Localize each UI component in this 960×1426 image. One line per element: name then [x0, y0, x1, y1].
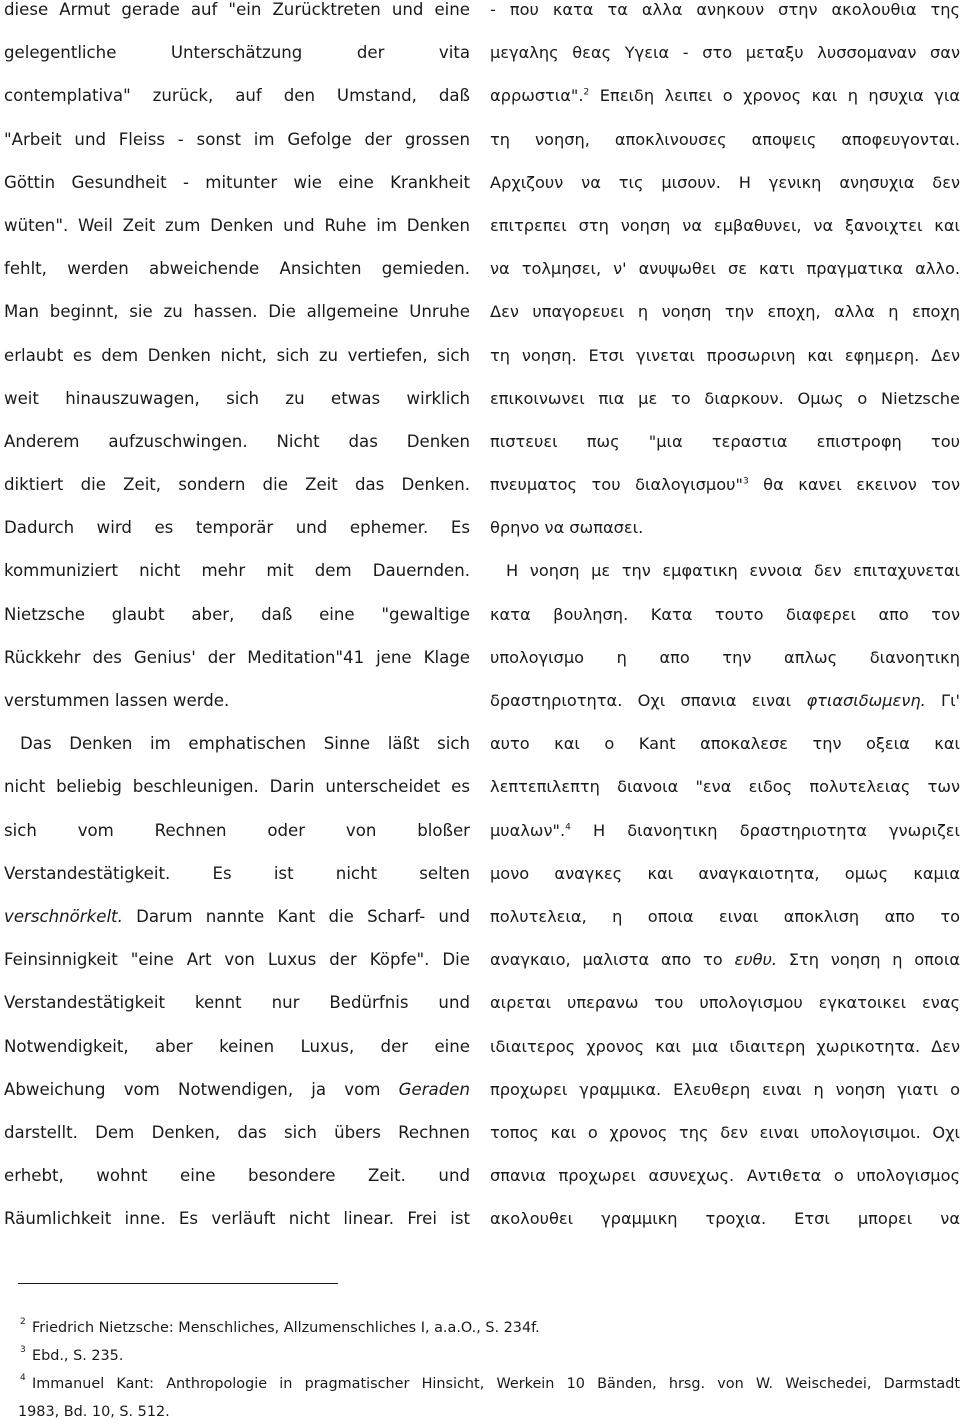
text-line — [490, 907, 960, 950]
text-line — [490, 734, 960, 777]
text-line — [490, 302, 960, 345]
text-line — [490, 1166, 960, 1209]
text-line — [4, 1037, 470, 1080]
line-text: Nietzsche glaubt aber, daß eine "gewaltige — [4, 604, 470, 624]
text-line — [4, 1080, 470, 1123]
text-line — [490, 691, 960, 734]
line-text: Man beginnt, sie zu hassen. Die allgemeine Unruhe — [4, 302, 470, 322]
line-text: πνευματος του διαλογισμου" — [490, 475, 743, 495]
line-text: Anderem aufzuschwingen. Nicht das Denken — [4, 431, 470, 451]
text-line — [490, 173, 960, 216]
footnote-text: Immanuel Kant: Anthropologie in pragmatischer Hinsicht, Werkein 10 Bänden, hrsg. von W. Weischedei, Darmstadt — [32, 1376, 960, 1392]
line-text: Επειδη λειπει ο χρονος και η ησυχια για — [589, 86, 960, 106]
line-text: "Arbeit und Fleiss - sonst im Gefolge der grossen — [4, 129, 470, 149]
line-text: μυαλων". — [490, 820, 566, 840]
footnote-4-continuation — [0, 1398, 960, 1426]
text-line — [4, 216, 470, 259]
footnote-text: Ebd., S. 235. — [32, 1348, 124, 1364]
line-text: darstellt. Dem Denken, das sich übers Rechnen — [4, 1122, 470, 1142]
footnote-number: 4 — [20, 1373, 26, 1383]
text-line — [4, 0, 470, 43]
line-text: λεπτεπιλεπτη διανοια "ενα ειδος πολυτελειας των — [490, 777, 960, 797]
text-line — [490, 518, 960, 561]
line-text: θρηνο να σωπασει. — [490, 518, 644, 538]
line-text: Abweichung vom Notwendigen, ja vom — [4, 1079, 399, 1099]
line-text: sich vom Rechnen oder von bloßer — [4, 820, 470, 840]
text-line — [4, 605, 470, 648]
text-line — [4, 691, 470, 734]
line-text: θα κανει εκεινον τον — [748, 475, 960, 495]
emphasis-text: ευθυ. — [734, 950, 777, 970]
text-line — [4, 1166, 470, 1209]
line-text: fehlt, werden abweichende Ansichten gemieden. — [4, 259, 470, 279]
text-line — [4, 993, 470, 1036]
line-text: ιδιαιτερος χρονος και μια ιδιαιτερη χωρικοτητα. Δεν — [490, 1036, 960, 1056]
footnote-2 — [0, 1314, 960, 1342]
text-line — [4, 648, 470, 691]
line-text: kommuniziert nicht mehr mit dem Dauernden. — [4, 561, 470, 581]
line-text: diese Armut gerade auf "ein Zurücktreten und eine — [4, 0, 470, 19]
text-line — [490, 346, 960, 389]
footnote-number: 2 — [20, 1317, 26, 1327]
line-text: Räumlichkeit inne. Es verläuft nicht linear. Frei ist — [4, 1209, 470, 1229]
footnote-text: 1983, Bd. 10, S. 512. — [18, 1404, 170, 1420]
text-line — [4, 777, 470, 820]
line-text: Γι' — [925, 691, 960, 710]
line-text: αυτο και ο Kant αποκαλεσε την οξεια και — [490, 734, 960, 754]
line-text: σπανια προχωρει ασυνεχως. Αντιθετα ο υπολογισμος — [490, 1166, 960, 1186]
text-line — [4, 130, 470, 173]
text-line — [490, 777, 960, 820]
line-text: Αρχιζουν να τις μισουν. Η γενικη ανησυχια δεν — [490, 172, 960, 192]
line-text: μονο αναγκες και αναγκαιοτητα, ομως καμια — [490, 863, 960, 883]
text-line — [490, 1080, 960, 1123]
line-text: κατα βουληση. Κατα τουτο διαφερει απο τον — [490, 604, 960, 624]
line-text: Dadurch wird es temporär und ephemer. Es — [4, 518, 470, 538]
line-text: τοπος και ο χρονος της δεν ειναι υπολογισιμοι. Οχι — [490, 1122, 960, 1142]
line-text: Verstandestätigkeit. Es ist nicht selten — [4, 863, 470, 883]
footnote-ref: 2 — [583, 87, 590, 98]
text-line — [4, 475, 470, 518]
text-line — [490, 432, 960, 475]
footnotes — [0, 1283, 960, 1426]
text-line — [4, 173, 470, 216]
text-line — [4, 1209, 470, 1252]
line-text: Das Denken im emphatischen Sinne läßt sich — [20, 734, 470, 754]
line-text: αρρωστια". — [490, 86, 584, 106]
text-line — [4, 821, 470, 864]
text-line — [4, 907, 470, 950]
line-text: Darum nannte Kant die Scharf- und — [122, 906, 470, 926]
line-text: τη νοηση. Ετσι γινεται προσωρινη και εφημερη. Δεν — [490, 345, 960, 365]
line-text: Η διανοητικη δραστηριοτητα γνωριζει — [570, 820, 960, 840]
text-line — [490, 1037, 960, 1080]
text-line — [4, 302, 470, 345]
line-text: Notwendigkeit, aber keinen Luxus, der eine — [4, 1036, 470, 1056]
footnote-number: 3 — [20, 1345, 26, 1355]
line-text: υπολογισμο η απο την απλως διανοητικη — [490, 647, 960, 667]
line-text: τη νοηση, αποκλινουσες αποψεις αποφευγονται. — [490, 129, 960, 149]
text-line — [490, 86, 960, 129]
line-text: Verstandestätigkeit kennt nur Bedürfnis und — [4, 993, 470, 1013]
text-line — [4, 1123, 470, 1166]
emphasis-text: verschnörkelt. — [4, 906, 123, 926]
line-text: προχωρει γραμμικα. Ελευθερη ειναι η νοηση γιατι ο — [490, 1079, 960, 1099]
left-column — [4, 0, 470, 1252]
footnote-separator — [18, 1283, 338, 1284]
line-text: Η νοηση με την εμφατικη εννοια δεν επιταχυνεται — [506, 561, 960, 581]
text-line — [4, 950, 470, 993]
emphasis-text: Geraden — [398, 1079, 470, 1099]
right-column — [490, 0, 960, 1252]
line-text: μεγαλης θεας Υγεια - στο μεταξυ λυσσομαναν σαν — [490, 43, 960, 63]
text-line — [490, 259, 960, 302]
footnote-ref: 4 — [565, 822, 571, 833]
text-line — [490, 1209, 960, 1252]
line-text: diktiert die Zeit, sondern die Zeit das Denken. — [4, 475, 470, 495]
line-text: verstummen lassen werde. — [4, 691, 230, 710]
text-line — [490, 648, 960, 691]
text-line — [4, 518, 470, 561]
line-text: Rückkehr des Genius' der Meditation"41 jene Klage — [4, 647, 470, 667]
text-line — [490, 821, 960, 864]
line-text: gelegentliche Unterschätzung der vita — [4, 43, 470, 63]
line-text: Δεν υπαγορευει η νοηση την εποχη, αλλα η εποχη — [490, 302, 960, 322]
line-text: contemplativa" zurück, auf den Umstand, daß — [4, 86, 470, 106]
text-line — [490, 605, 960, 648]
footnote-ref: 3 — [742, 476, 749, 487]
text-line — [490, 561, 960, 604]
text-line — [490, 993, 960, 1036]
footnote-4 — [0, 1370, 960, 1398]
text-line — [490, 0, 960, 43]
line-text: αιρεται υπερανω του υπολογισμου εγκατοικει ενας — [490, 993, 960, 1013]
line-text: επιτρεπει στη νοηση να εμβαθυνει, να ξανοιχτει και — [490, 215, 960, 235]
text-line — [4, 259, 470, 302]
line-text: - που κατα τα αλλα ανηκουν στην ακολουθια της — [490, 0, 960, 19]
footnote-text: Friedrich Nietzsche: Menschliches, Allzumenschliches I, a.a.O., S. 234f. — [32, 1320, 540, 1336]
line-text: wüten". Weil Zeit zum Denken und Ruhe im Denken — [4, 215, 470, 235]
text-line — [490, 216, 960, 259]
line-text: επικοινωνει πια με το διαρκουν. Ομως ο Nietzsche — [490, 388, 960, 408]
text-line — [490, 475, 960, 518]
text-line — [4, 561, 470, 604]
text-line — [490, 1123, 960, 1166]
text-line — [490, 43, 960, 86]
line-text: να τολμησει, ν' ανυψωθει σε κατι πραγματικα αλλο. — [490, 259, 960, 279]
line-text: δραστηριοτητα. Οχι σπανια ειναι — [490, 691, 807, 710]
line-text: ακολουθει γραμμικη τροχια. Ετσι μπορει να — [490, 1209, 960, 1229]
line-text: nicht beliebig beschleunigen. Darin unterscheidet es — [4, 777, 470, 797]
text-line — [490, 130, 960, 173]
text-line — [4, 864, 470, 907]
text-line — [4, 432, 470, 475]
line-text: αναγκαιο, μαλιστα απο το — [490, 950, 735, 970]
text-line — [490, 950, 960, 993]
text-line — [490, 389, 960, 432]
line-text: erlaubt es dem Denken nicht, sich zu vertiefen, sich — [4, 345, 470, 365]
text-line — [490, 864, 960, 907]
text-line — [4, 86, 470, 129]
line-text: Göttin Gesundheit - mitunter wie eine Krankheit — [4, 172, 470, 192]
line-text: erhebt, wohnt eine besondere Zeit. und — [4, 1166, 470, 1186]
line-text: weit hinauszuwagen, sich zu etwas wirklich — [4, 388, 470, 408]
line-text: πιστευει πως "μια τεραστια επιστροφη του — [490, 431, 960, 451]
text-line — [4, 734, 470, 777]
line-text: Feinsinnigkeit "eine Art von Luxus der Köpfe". Die — [4, 950, 470, 970]
text-line — [4, 346, 470, 389]
text-line — [4, 389, 470, 432]
footnote-3 — [0, 1342, 960, 1370]
line-text: πολυτελεια, η οποια ειναι αποκλιση απο το — [490, 906, 960, 926]
emphasis-text: φτιασιδωμενη. — [806, 691, 926, 710]
line-text: Στη νοηση η οποια — [777, 950, 960, 970]
text-line — [4, 43, 470, 86]
